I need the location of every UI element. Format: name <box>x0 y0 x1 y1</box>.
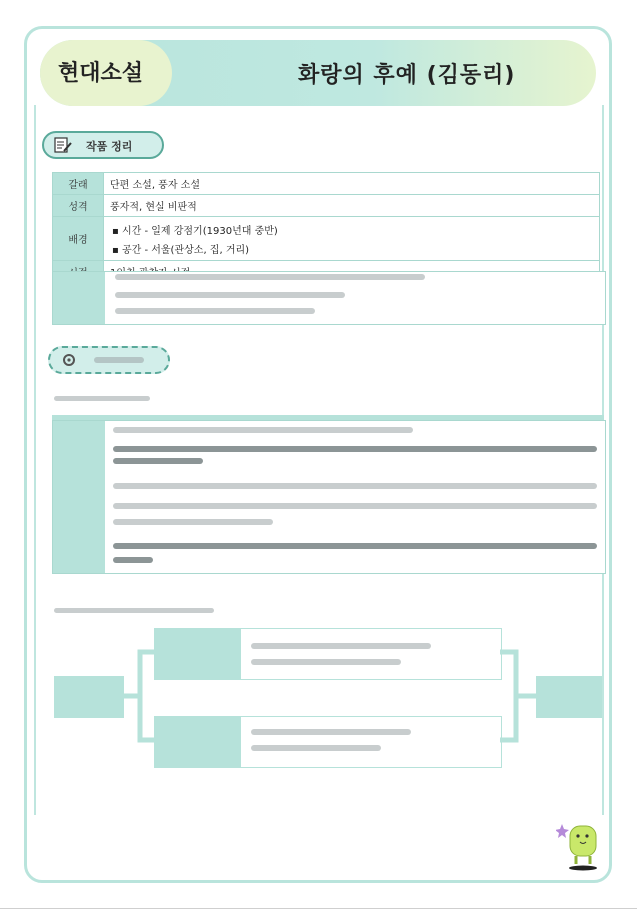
blurred-text <box>113 519 273 525</box>
row-key: 배경 <box>53 217 104 261</box>
section-summary-label: 작품 정리 <box>86 140 133 153</box>
page-title: 화랑의 후예 (김동리) <box>298 63 516 88</box>
table-row <box>53 173 600 195</box>
blurred-text <box>113 557 153 563</box>
row-key: 성격 <box>53 195 104 217</box>
blurred-subheading <box>54 396 150 401</box>
row-key: 갈래 <box>53 173 104 195</box>
page-header <box>40 40 596 106</box>
blurred-text <box>113 543 597 549</box>
page-bottom-rule <box>0 908 637 909</box>
table-row <box>53 195 600 217</box>
row-value-line: ▪ 공간 - 서울(관상소, 집, 거리) <box>112 245 250 256</box>
section-2-heading <box>48 346 170 374</box>
row-value <box>104 217 600 261</box>
blurred-text <box>113 446 597 452</box>
diagram-node-right <box>536 676 602 718</box>
section-summary-heading <box>42 131 164 159</box>
memo-pencil-icon <box>54 137 72 153</box>
table-row <box>53 217 600 261</box>
blurred-key-column <box>53 421 105 573</box>
blurred-text <box>115 274 425 280</box>
blurred-text <box>113 503 597 509</box>
genre-tag: 현대소설 <box>58 61 144 86</box>
work-summary-table <box>52 172 600 283</box>
mascot-character-icon <box>556 818 612 874</box>
row-value: 풍자적, 현실 비판적 <box>104 195 600 217</box>
blurred-text <box>113 458 203 464</box>
left-rule <box>34 105 36 815</box>
blurred-table-rows <box>52 271 606 325</box>
blurred-analysis-table <box>52 420 606 574</box>
blurred-text <box>115 292 345 298</box>
diagram-connectors <box>120 648 540 746</box>
gear-icon <box>60 352 78 368</box>
diagram-node-left <box>54 676 124 718</box>
blurred-text <box>113 427 413 433</box>
row-value: 단편 소설, 풍자 소설 <box>104 173 600 195</box>
blurred-text <box>113 483 597 489</box>
blurred-subheading <box>54 608 214 613</box>
row-value-line: ▪ 시간 - 일제 강점기(1930년대 중반) <box>112 226 278 237</box>
blurred-key-cell <box>53 272 105 324</box>
blurred-text <box>115 308 315 314</box>
blurred-text <box>94 357 144 363</box>
